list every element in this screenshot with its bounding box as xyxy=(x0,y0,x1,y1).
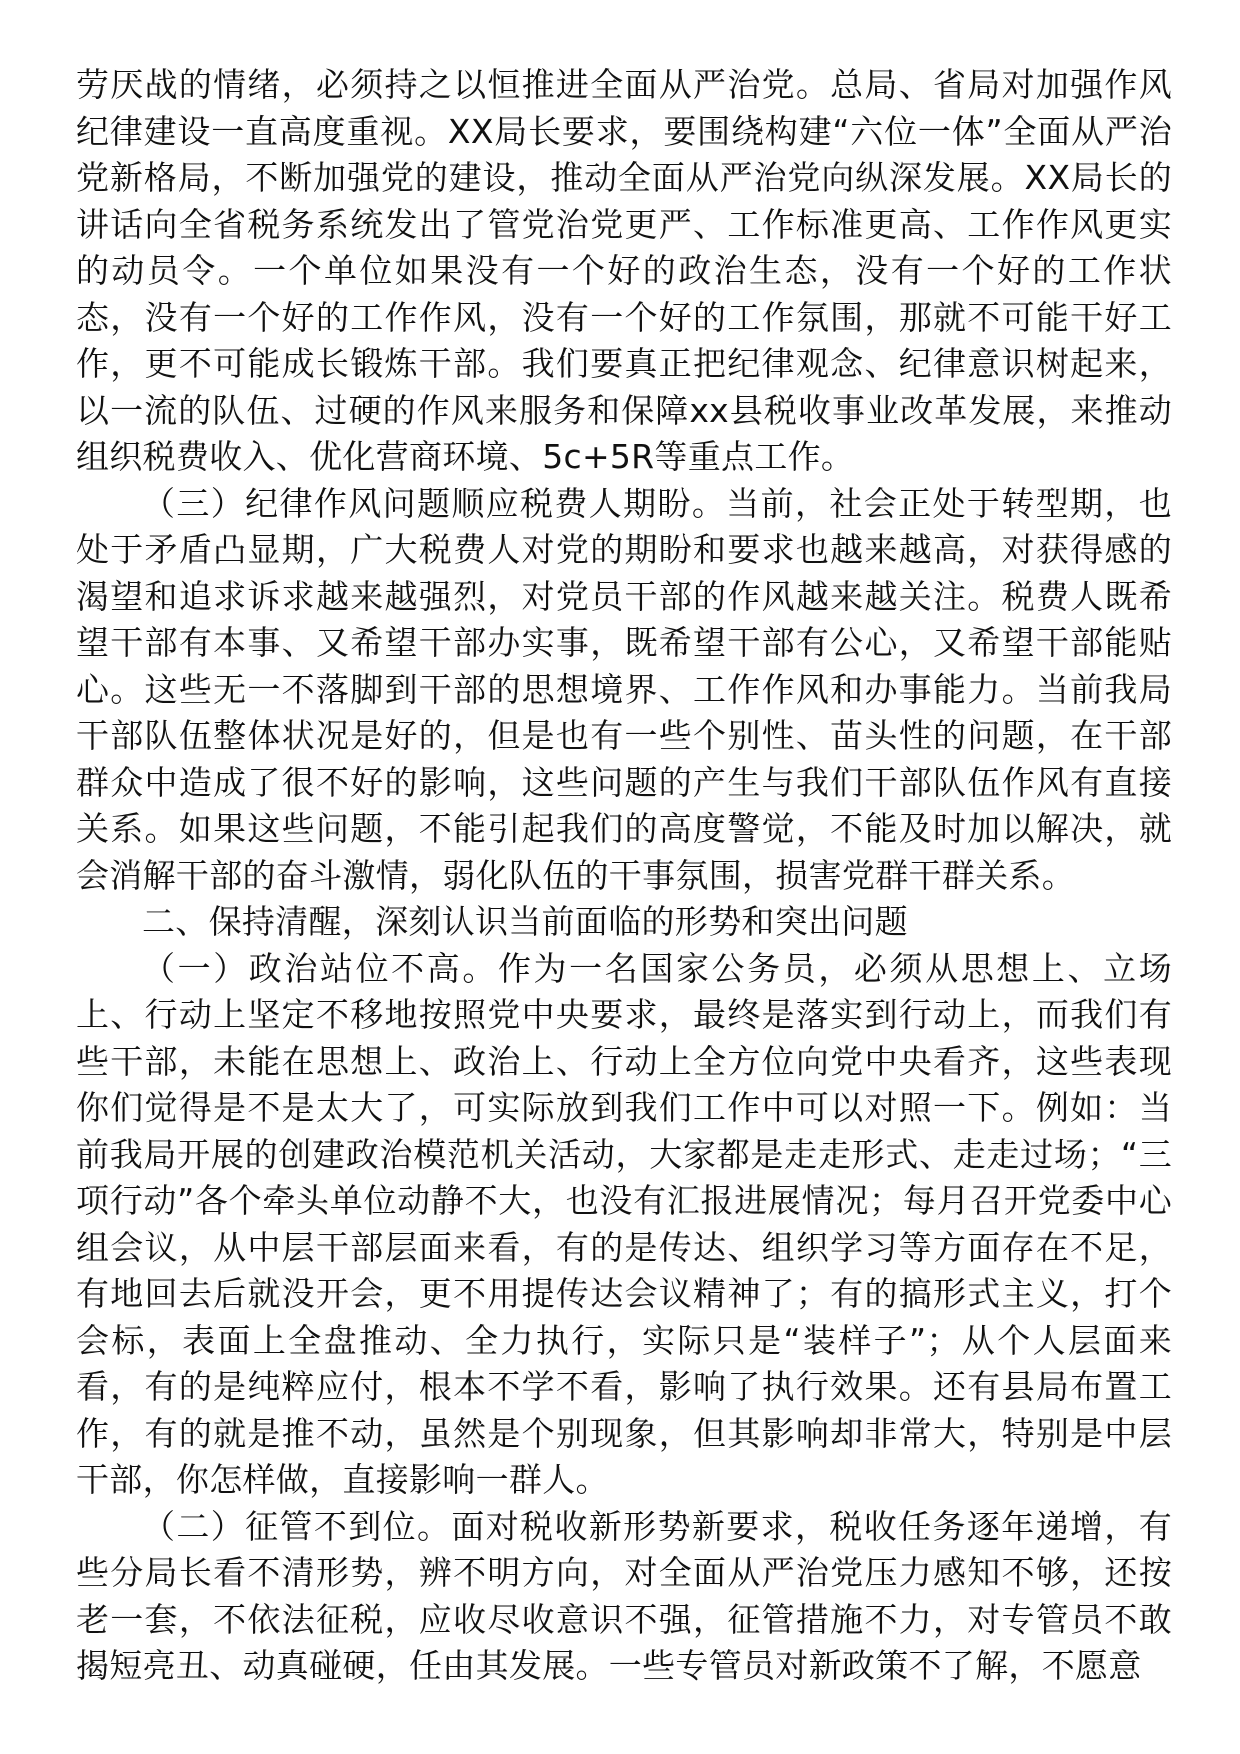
section-heading-two: 二、保持清醒，深刻认识当前面临的形势和突出问题 xyxy=(142,902,908,941)
paragraph-continued: 劳厌战的情绪，必须持之以恒推进全面从严治党。总局、省局对加强作风纪律建设一直高度重视。XX局长要求，要围绕构建“六位一体”全面从严治党新格局，不断加强党的建设，推动全面从严治党向纵深发展。XX局长的讲话向全省税务系统发出了管党治党更严、工作标准更高、工作作风更实的动员令。一个单位如果没有一个好的政治生态，没有一个好的工作状态，没有一个好的工作作风，没有一个好的工作氛围，那就不可能干好工作，更不可能成长锻炼干部。我们要真正把纪律观念、纪律意识树起来，以一流的队伍、过硬的作风来服务和保障xx县税收事业改革发展，来推动组织税费收入、优化营商环境、5c+5R等重点工作。 xyxy=(76,65,1172,476)
paragraph-subsection-one: （一）政治站位不高。作为一名国家公务员，必须从思想上、立场上、行动上坚定不移地按照党中央要求，最终是落实到行动上，而我们有些干部，未能在思想上、政治上、行动上全方位向党中央看齐，这些表现你们觉得是不是太大了，可实际放到我们工作中可以对照一下。例如：当前我局开展的创建政治模范机关活动，大家都是走走形式、走走过场；“三项行动”各个牵头单位动静不大，也没有汇报进展情况；每月召开党委中心组会议，从中层干部层面来看，有的是传达、组织学习等方面存在不足，有地回去后就没开会，更不用提传达会议精神了；有的搞形式主义，打个会标，表面上全盘推动、全力执行，实际只是“装样子”；从个人层面来看，有的是纯粹应付，根本不学不看，影响了执行效果。还有县局布置工作，有的就是推不动，虽然是个别现象，但其影响却非常大，特别是中层干部，你怎样做，直接影响一群人。 xyxy=(76,948,1172,1499)
paragraph-subsection-two: （二）征管不到位。面对税收新形势新要求，税收任务逐年递增，有些分局长看不清形势，辨不明方向，对全面从严治党压力感知不够，还按老一套，不依法征税，应收尽收意识不强，征管措施不力，对专管员不敢揭短亮丑、动真碰硬，任由其发展。一些专管员对新政策不了解，不愿意 xyxy=(76,1506,1172,1685)
document-page xyxy=(76,62,1172,1690)
paragraph-section-three: （三）纪律作风问题顺应税费人期盼。当前，社会正处于转型期，也处于矛盾凸显期，广大税费人对党的期盼和要求也越来越高，对获得感的渴望和追求诉求越来越强烈，对党员干部的作风越来越关注。税费人既希望干部有本事、又希望干部办实事，既希望干部有公心，又希望干部能贴心。这些无一不落脚到干部的思想境界、工作作风和办事能力。当前我局干部队伍整体状况是好的，但是也有一些个别性、苗头性的问题，在干部群众中造成了很不好的影响，这些问题的产生与我们干部队伍作风有直接关系。如果这些问题，不能引起我们的高度警觉，不能及时加以解决，就会消解干部的奋斗激情，弱化队伍的干事氛围，损害党群干群关系。 xyxy=(76,483,1172,895)
